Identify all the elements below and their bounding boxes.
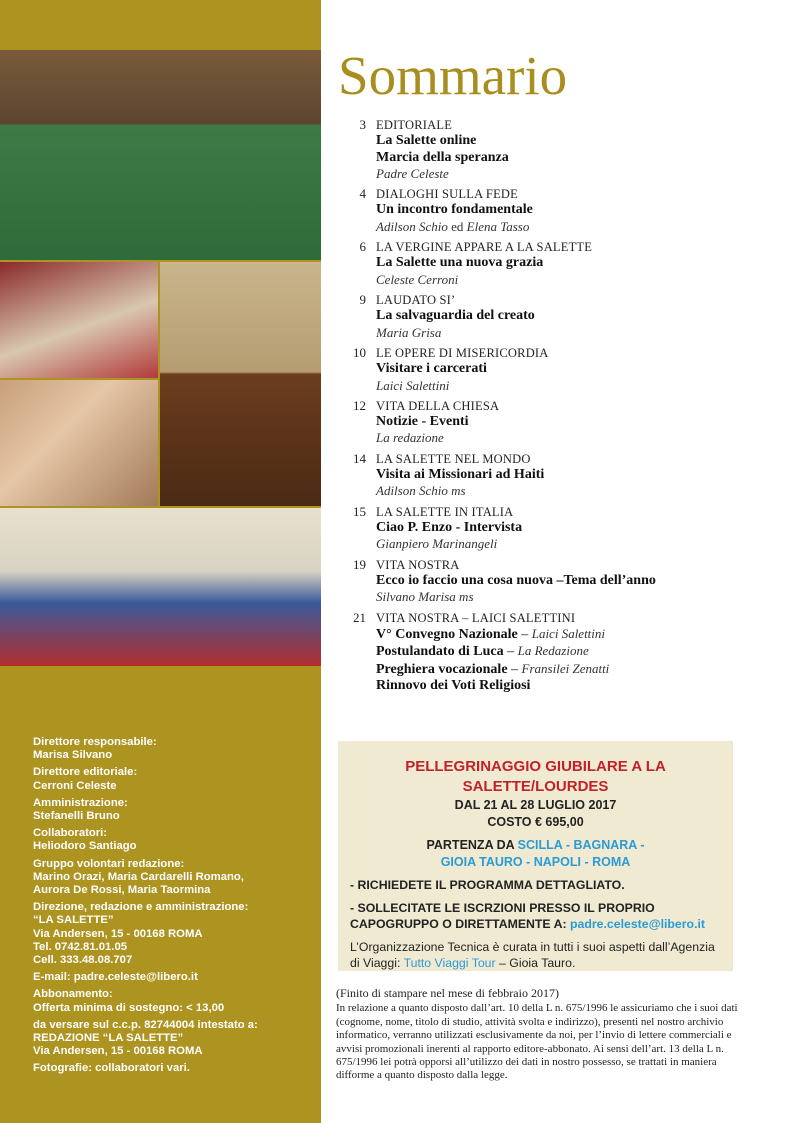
toc-entry [338, 239, 778, 288]
credit-line: Direzione, redazione e amministrazione: [33, 901, 249, 914]
credit-block [33, 827, 318, 853]
toc-page-number: 9 [359, 292, 366, 308]
request-program: - RICHIEDETE IL PROGRAMMA DETTAGLIATO. [350, 878, 625, 892]
toc-article [376, 361, 778, 378]
organization-line [350, 939, 721, 972]
toc-section: VITA NOSTRA [376, 557, 460, 572]
table-of-contents [338, 117, 778, 699]
toc-page-number: 10 [353, 345, 366, 361]
toc-entry [338, 345, 778, 394]
photo-priest-mass [0, 50, 321, 260]
toc-author-a: Adilson Schio [376, 218, 448, 234]
credit-block [33, 988, 318, 1014]
toc-entry [338, 451, 778, 500]
toc-article-title: Visita ai Missionari ad Haiti [376, 466, 545, 482]
toc-section: LAUDATO SI’ [376, 293, 456, 308]
credits [33, 736, 318, 1080]
toc-page-number: 15 [353, 503, 366, 519]
toc-article-title: Notizie - Eventi [376, 413, 469, 429]
credit-block [33, 797, 318, 823]
credit-line: Stefanelli Bruno [33, 810, 120, 823]
register-text: - SOLLECITATE LE ISCRZIONI PRESSO IL PROPRIO CAPOGRUPPO O DIRETTAMENTE A: [350, 900, 655, 931]
toc-article [376, 414, 778, 431]
credit-line: da versare sul c.c.p. 82744004 intestato a: [33, 1018, 258, 1031]
toc-author: Adilson Schio ms [376, 483, 466, 499]
toc-article-title: La Salette online [376, 133, 477, 148]
toc-author: La redazione [376, 430, 444, 446]
toc-article [376, 202, 778, 219]
credit-block [33, 736, 318, 762]
toc-article [376, 520, 778, 537]
agency-name: Tutto Viaggi Tour [403, 956, 496, 970]
credit-line: Via Andersen, 15 - 00168 ROMA [33, 927, 203, 940]
toc-article-title: V° Convegno Nazionale [376, 626, 518, 642]
credit-line: Aurora De Rossi, Maria Taormina [33, 884, 211, 897]
toc-article [376, 308, 778, 325]
agency-tail: – Gioia Tauro. [495, 956, 576, 970]
credit-line: Amministrazione: [33, 796, 128, 809]
credit-line: Tel. 0742.81.01.05 [33, 940, 128, 953]
pilgrimage-heading: PELLEGRINAGGIO GIUBILARE A LA SALETTE/LOURDES [405, 758, 666, 795]
toc-entry [338, 610, 778, 695]
toc-author: Laici Salettini [376, 377, 450, 393]
toc-article-author: La Redazione [517, 643, 589, 659]
toc-page-number: 21 [353, 609, 366, 625]
toc-article [376, 150, 778, 167]
credit-block [33, 971, 318, 984]
departure-prefix: PARTENZA DA [426, 838, 518, 852]
toc-article-title: Marcia della speranza [376, 149, 509, 165]
credit-line: Abbonamento: [33, 988, 113, 1001]
toc-section: EDITORIALE [376, 118, 453, 132]
footer-notes [336, 987, 756, 1083]
toc-page-number: 19 [353, 556, 366, 572]
toc-article [376, 467, 778, 484]
toc-entry [338, 186, 778, 235]
toc-entry [338, 117, 778, 182]
toc-entry [338, 398, 778, 447]
photo-children-group [0, 508, 321, 666]
toc-article [376, 678, 778, 695]
departure-places-a: SCILLA - BAGNARA - [517, 838, 645, 852]
credit-line: Offerta minima di sostegno: < 13,00 [33, 1001, 225, 1014]
photo-pope-embrace [0, 262, 158, 378]
toc-article-author: Laici Salettini [531, 625, 606, 641]
page-title: Sommario [338, 45, 568, 106]
toc-author-join: ed [447, 218, 467, 234]
toc-section: DIALOGHI SULLA FEDE [376, 187, 518, 202]
credit-line: E-mail: padre.celeste@libero.it [33, 971, 198, 984]
toc-author: Celeste Cerroni [376, 271, 459, 287]
toc-author [376, 219, 778, 235]
print-date: (Finito di stampare nel mese di febbraio 2017) [336, 986, 559, 1000]
credit-line: Collaboratori: [33, 827, 108, 840]
credit-block [33, 1019, 318, 1059]
toc-article-author: Fransilei Zenatti [521, 660, 610, 676]
toc-author: Maria Grisa [376, 324, 442, 340]
toc-article-title: Un incontro fondamentale [376, 202, 533, 218]
toc-article-title: Rinnovo dei Voti Religiosi [376, 678, 531, 694]
credit-line: REDAZIONE “LA SALETTE” [33, 1032, 184, 1045]
credit-block [33, 858, 318, 898]
organization-text: L’Organizzazione Tecnica è curata in tutti i suoi aspetti dall’Agenzia di Viaggi: [350, 939, 715, 970]
credit-line: Cell. 333.48.08.707 [33, 954, 133, 967]
toc-section: LA SALETTE NEL MONDO [376, 451, 531, 466]
credit-line: “LA SALETTE” [33, 914, 114, 927]
pilgrimage-box [338, 741, 733, 971]
toc-page-number: 3 [359, 117, 366, 132]
register-line [350, 900, 721, 933]
left-sidebar [0, 0, 321, 1123]
toc-article-title: Ciao P. Enzo - Intervista [376, 519, 523, 535]
photo-creation-of-adam [0, 380, 158, 506]
toc-page-number: 6 [359, 239, 366, 255]
toc-page-number: 14 [353, 450, 366, 466]
toc-entry [338, 292, 778, 341]
toc-author: Padre Celeste [376, 166, 449, 181]
toc-section: VITA DELLA CHIESA [376, 398, 500, 413]
toc-article: Postulandato di Luca – La Redazione [376, 643, 589, 660]
toc-entry [338, 557, 778, 606]
credit-line: Direttore responsabile: [33, 736, 157, 748]
credit-line: Direttore editoriale: [33, 766, 138, 779]
pilgrimage-departure [350, 837, 721, 871]
toc-article-title: La salvaguardia del creato [376, 308, 535, 324]
departure-places-b: GIOIA TAURO - NAPOLI - ROMA [440, 855, 631, 869]
toc-author: Silvano Marisa ms [376, 589, 474, 605]
toc-article [376, 133, 778, 150]
toc-article: Preghiera vocazionale – Fransilei Zenatti [376, 660, 610, 677]
privacy-notice: In relazione a quanto disposto dall’art. 10 della L n. 675/1996 le assicuriamo che i suoi dati (cognome, nome, titolo di studio, attività svolta e indirizzo), presenti nel nostro archivio informatico, verranno utilizzati esclusivamente da noi, per l’invio di lettere commerciali e avvisi promozionali inerenti al rapporto editore-abbonato. Ai sensi dell’art. 13 della L n. 675/1996 lei potrà opporsi all’utilizzo dei dati in nostro possesso, se trattati in maniera difforme a quanto disposto dalla legge. [336, 1002, 738, 1082]
credit-line: Marino Orazi, Maria Cardarelli Romano, [33, 870, 244, 883]
toc-author: Gianpiero Marinangeli [376, 536, 498, 552]
credit-block [33, 901, 318, 967]
toc-article-title: Ecco io faccio una cosa nuova –Tema dell’anno [376, 572, 656, 588]
toc-article-title: La Salette una nuova grazia [376, 255, 544, 271]
toc-author-b: Elena Tasso [466, 218, 530, 234]
toc-article [376, 573, 778, 590]
toc-section: VITA NOSTRA – LAICI SALETTINI [376, 610, 576, 625]
toc-section: LE OPERE DI MISERICORDIA [376, 346, 549, 361]
toc-article-title: Preghiera vocazionale [376, 661, 508, 677]
toc-article-title: Visitare i carcerati [376, 361, 487, 377]
credit-line: Fotografie: collaboratori vari. [33, 1062, 190, 1075]
toc-article: V° Convegno Nazionale – Laici Salettini [376, 625, 606, 642]
credit-line: Marisa Silvano [33, 749, 113, 762]
toc-page-number: 4 [359, 186, 366, 202]
credit-block [33, 766, 318, 792]
credit-line: Gruppo volontari redazione: [33, 857, 185, 870]
credit-line: Heliodoro Santiago [33, 840, 137, 853]
toc-article-title: Postulandato di Luca [376, 644, 504, 660]
toc-section: LA SALETTE IN ITALIA [376, 504, 514, 519]
toc-section: LA VERGINE APPARE A LA SALETTE [376, 240, 593, 255]
credit-line: Via Andersen, 15 - 00168 ROMA [33, 1045, 203, 1058]
toc-entry [338, 504, 778, 553]
credit-block [33, 1062, 318, 1075]
pilgrimage-dates: DAL 21 AL 28 LUGLIO 2017 [454, 798, 617, 812]
contact-email[interactable]: padre.celeste@libero.it [569, 917, 705, 931]
toc-article [376, 255, 778, 272]
photo-women-table [160, 262, 321, 506]
pilgrimage-cost: COSTO € 695,00 [487, 815, 584, 829]
toc-page-number: 12 [353, 397, 366, 413]
credit-line: Cerroni Celeste [33, 779, 117, 792]
